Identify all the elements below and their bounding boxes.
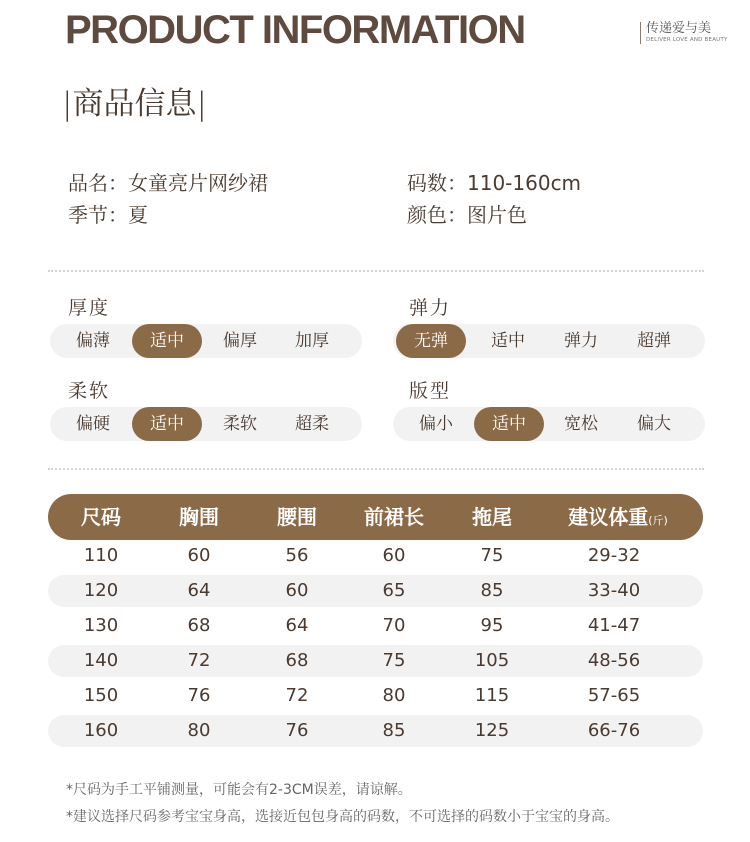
table-cell: 110 [83, 545, 119, 566]
table-row [48, 715, 703, 747]
size-table-header-cell: 腰围 [277, 505, 317, 529]
table-row [48, 610, 703, 642]
table-cell: 75 [382, 650, 406, 671]
attr-fit-option: 宽松 [564, 414, 598, 434]
attr-thickness-option: 偏薄 [76, 331, 110, 351]
size-table-header-cell: 建议体重 [568, 505, 649, 529]
table-cell: 140 [83, 650, 119, 671]
table-cell: 160 [83, 720, 119, 741]
table-cell: 68 [285, 650, 309, 671]
attr-elasticity-option: 超弹 [637, 331, 671, 351]
size-table-header-cell: 前裙长 [364, 505, 424, 529]
attr-softness-option-selected: 适中 [132, 407, 202, 441]
brand-slogan-cn: 传递爱与美 [646, 21, 712, 36]
note-size-advice: *建议选择尺码参考宝宝身高，选接近包包身高的码数，不可选择的码数小于宝宝的身高。 [66, 809, 619, 825]
table-cell: 72 [187, 650, 211, 671]
table-cell: 120 [83, 580, 119, 601]
table-row [48, 645, 703, 677]
table-cell: 60 [382, 545, 406, 566]
table-cell: 60 [285, 580, 309, 601]
table-cell: 66-76 [587, 720, 641, 741]
divider-top [48, 270, 704, 272]
attr-softness-title: 柔软 [68, 380, 111, 402]
info-season-value: 夏 [128, 203, 148, 227]
info-season-label: 季节： [68, 203, 128, 227]
table-row [48, 540, 703, 572]
attr-fit-scale [393, 407, 705, 441]
attr-softness-option: 柔软 [223, 414, 257, 434]
info-color-value: 图片色 [467, 203, 527, 227]
divider-middle [48, 468, 704, 470]
table-cell: 57-65 [587, 685, 641, 706]
table-cell: 76 [285, 720, 309, 741]
info-size [407, 167, 581, 196]
table-cell: 64 [187, 580, 211, 601]
attr-softness-option: 超柔 [295, 414, 329, 434]
size-table-header [48, 494, 703, 540]
info-name [68, 167, 268, 196]
table-cell: 56 [285, 545, 309, 566]
table-cell: 85 [382, 720, 406, 741]
attr-fit-option: 偏小 [419, 414, 453, 434]
attr-thickness-title: 厚度 [68, 297, 111, 319]
table-cell: 130 [83, 615, 119, 636]
attr-fit-title: 版型 [409, 380, 452, 402]
table-cell: 80 [382, 685, 406, 706]
table-cell: 125 [474, 720, 510, 741]
weight-unit: (斤) [648, 514, 668, 527]
attr-softness-option: 偏硬 [76, 414, 110, 434]
table-cell: 48-56 [587, 650, 641, 671]
note-measurement: *尺码为手工平铺测量，可能会有2-3CM误差，请谅解。 [66, 782, 412, 798]
table-cell: 29-32 [587, 545, 641, 566]
table-cell: 150 [83, 685, 119, 706]
attr-fit-option: 偏大 [637, 414, 671, 434]
attr-thickness-scale [50, 324, 362, 358]
table-cell: 85 [480, 580, 504, 601]
table-cell: 64 [285, 615, 309, 636]
title-cn-text: 商品信息 [72, 86, 197, 122]
title-bar-right: | [196, 86, 207, 122]
attr-thickness-option: 偏厚 [223, 331, 257, 351]
attr-thickness-option-selected: 适中 [132, 324, 202, 358]
attr-elasticity-option: 弹力 [564, 331, 598, 351]
table-cell: 33-40 [587, 580, 641, 601]
brand-logo [640, 22, 728, 44]
attr-softness-scale [50, 407, 362, 441]
info-color-label: 颜色： [407, 203, 467, 227]
page-title-chinese [62, 78, 207, 123]
table-cell: 95 [480, 615, 504, 636]
info-size-label: 码数： [407, 171, 467, 195]
table-row [48, 680, 703, 712]
table-cell: 72 [285, 685, 309, 706]
attr-elasticity-title: 弹力 [409, 297, 452, 319]
info-name-value: 女童亮片网纱裙 [128, 171, 268, 195]
table-cell: 105 [474, 650, 510, 671]
attr-elasticity-option-selected: 无弹 [396, 324, 466, 358]
size-table-header-cell: 拖尾 [472, 505, 512, 529]
size-table-header-cell: 胸围 [179, 505, 219, 529]
table-cell: 60 [187, 545, 211, 566]
table-cell: 80 [187, 720, 211, 741]
table-row [48, 575, 703, 607]
table-cell: 76 [187, 685, 211, 706]
attr-fit-option-selected: 适中 [474, 407, 544, 441]
info-season [68, 199, 148, 228]
info-color [407, 199, 527, 228]
attr-elasticity-option: 适中 [491, 331, 525, 351]
info-name-label: 品名： [68, 171, 128, 195]
brand-slogan-en: DELIVER LOVE AND BEAUTY [646, 37, 728, 43]
table-cell: 68 [187, 615, 211, 636]
info-size-value: 110-160cm [467, 171, 582, 195]
table-cell: 75 [480, 545, 504, 566]
attr-elasticity-scale [393, 324, 705, 358]
attr-thickness-option: 加厚 [295, 331, 329, 351]
page-title-english: PRODUCT INFORMATION [65, 8, 525, 52]
table-cell: 70 [382, 615, 406, 636]
table-cell: 65 [382, 580, 406, 601]
table-cell: 41-47 [587, 615, 641, 636]
size-table-header-weight [568, 494, 668, 540]
title-bar-left: | [62, 86, 73, 122]
table-cell: 115 [474, 685, 510, 706]
size-table-header-cell: 尺码 [81, 505, 121, 529]
